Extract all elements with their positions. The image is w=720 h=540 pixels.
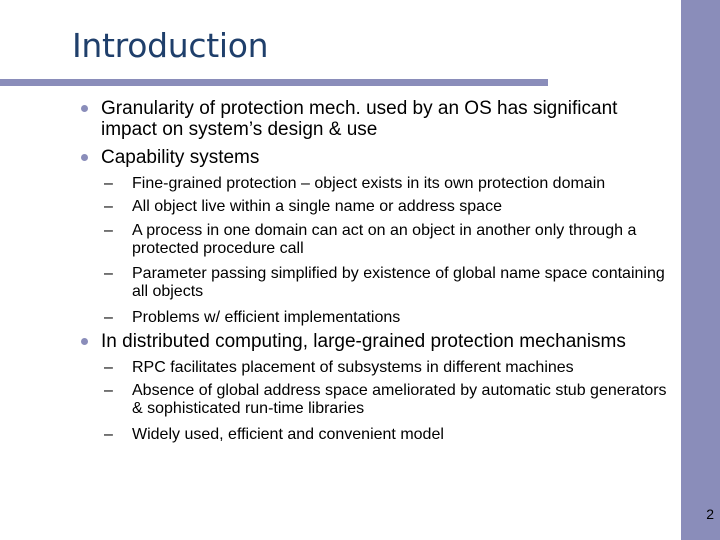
dash-icon: – <box>104 222 113 239</box>
dash-icon: – <box>104 382 113 399</box>
bullet-text: Capability systems <box>101 147 260 168</box>
bullet-item <box>101 147 671 168</box>
sub-bullet-text: A process in one domain can act on an object in another only through a protected procedure call <box>132 222 637 257</box>
bullet-text: Granularity of protection mech. used by an OS has significant impact on system’s design & use <box>101 98 618 140</box>
sub-bullet-item <box>104 359 667 377</box>
bullet-dot-icon <box>81 338 88 345</box>
dash-icon: – <box>104 359 113 376</box>
sub-bullet-text: Fine-grained protection – object exists in its own protection domain <box>132 175 606 192</box>
bullet-item <box>101 331 671 352</box>
bullet-item <box>101 98 671 140</box>
sub-bullet-item <box>104 198 667 216</box>
sub-bullet-text: Absence of global address space ameliorated by automatic stub generators & sophisticated run-time libraries <box>132 382 667 417</box>
sub-bullet-text: Widely used, efficient and convenient model <box>132 426 444 443</box>
sub-bullet-item <box>104 382 667 418</box>
bullet-dot-icon <box>81 105 88 112</box>
sub-bullet-item <box>104 222 667 258</box>
sub-bullet-item <box>104 426 667 444</box>
dash-icon: – <box>104 309 113 326</box>
dash-icon: – <box>104 198 113 215</box>
bullet-dot-icon <box>81 154 88 161</box>
slide-title: Introduction <box>72 26 269 65</box>
sub-bullet-item <box>104 175 667 193</box>
sub-bullet-text: Problems w/ efficient implementations <box>132 309 401 326</box>
page-number: 2 <box>706 506 714 522</box>
bullet-text: In distributed computing, large-grained protection mechanisms <box>101 331 626 352</box>
sub-bullet-text: All object live within a single name or address space <box>132 198 502 215</box>
dash-icon: – <box>104 265 113 282</box>
sub-bullet-item <box>104 309 667 327</box>
sub-bullet-text: Parameter passing simplified by existence of global name space containing all objects <box>132 265 665 300</box>
sub-bullet-text: RPC facilitates placement of subsystems in different machines <box>132 359 574 376</box>
sidebar-accent-bar <box>681 0 720 540</box>
dash-icon: – <box>104 175 113 192</box>
sub-bullet-item <box>104 265 667 301</box>
dash-icon: – <box>104 426 113 443</box>
